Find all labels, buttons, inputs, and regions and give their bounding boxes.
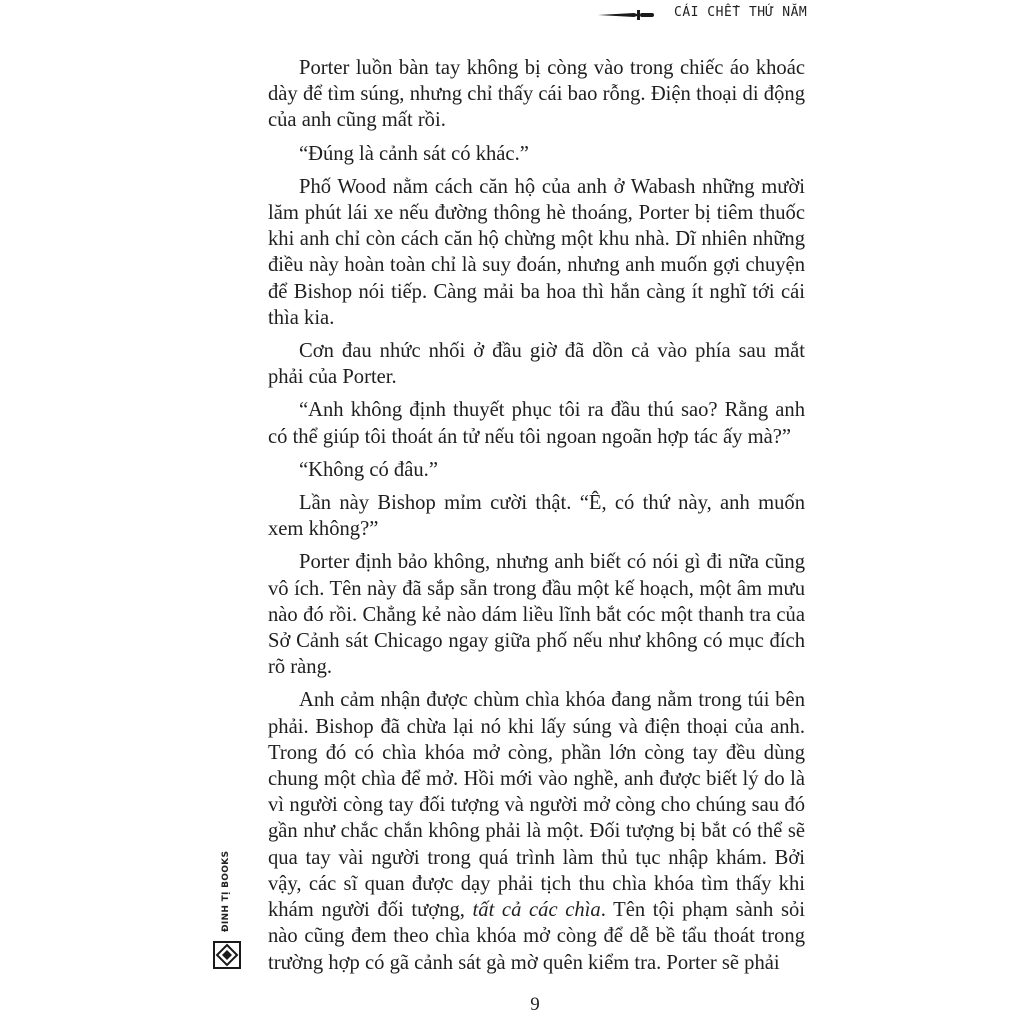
paragraph-text: Anh cảm nhận được chùm chìa khóa đang nằm trong túi bên phải. Bishop đã chừa lại nó khi lấy súng và điện thoại của anh. Trong đó có chìa khóa mở còng, phần lớn còng tay đều dùng chung một chìa để mở. Hồi mới vào nghề, anh được biết lý do là vì người còng tay đối tượng và người mở còng cho chúng sau đó gần như chắc chắn không phải là một. Đối tượng bị bắt có thể sẽ qua tay vài người trong quá trình làm thủ tục nhập khám. Bởi vậy, các sĩ quan được dạy phải tịch thu chìa khóa tìm thấy khi khám người đối tượng, — [268, 689, 805, 922]
paragraph: Lần này Bishop mỉm cười thật. “Ê, có thứ này, anh muốn xem không?” — [268, 492, 805, 541]
paragraph: “Anh không định thuyết phục tôi ra đầu thú sao? Rằng anh có thể giúp tôi thoát án tử nếu tôi ngoan ngoãn hợp tác ấy mà?” — [268, 399, 805, 448]
emphasis-text: tất cả các chìa — [472, 899, 601, 922]
paragraph: Phố Wood nằm cách căn hộ của anh ở Wabash những mười lăm phút lái xe nếu đường thông hè thoáng, Porter bị tiêm thuốc khi anh chỉ còn cách căn hộ chừng một khu nhà. Dĩ nhiên những điều này hoàn toàn chỉ là suy đoán, nhưng anh muốn gợi chuyện để Bishop nói tiếp. Càng mải ba hoa thì hắn càng ít nghĩ tới cái thìa kia. — [268, 175, 805, 329]
paragraph: “Không có đâu.” — [299, 458, 438, 481]
body-text — [268, 55, 805, 983]
page-number: 9 — [530, 994, 540, 1015]
paragraph: Porter định bảo không, nhưng anh biết có nói gì đi nữa cũng vô ích. Tên này đã sắp sẵn trong đầu một kế hoạch, một âm mưu nào đó rồi. Chẳng kẻ nào dám liều lĩnh bắt cóc một thanh tra của Sở Cảnh sát Chicago ngay giữa phố nếu như không có mục đích rõ ràng. — [268, 551, 805, 679]
paragraph: Porter luồn bàn tay không bị còng vào trong chiếc áo khoác dày để tìm súng, nhưng chỉ thấy cái bao rỗng. Điện thoại di động của anh cũng mất rồi. — [268, 57, 805, 132]
paragraph — [268, 687, 805, 975]
publisher-name: ĐINH TỊ BOOKS — [221, 850, 231, 932]
publisher-mark — [211, 850, 243, 976]
dinhti-logo-icon — [213, 941, 241, 969]
running-header — [590, 4, 820, 26]
paragraph: “Đúng là cảnh sát có khác.” — [299, 142, 529, 165]
knife-icon — [596, 8, 658, 22]
chapter-title: CÁI CHẾT THỨ NĂM — [674, 5, 808, 20]
paragraph-text: . Tên tội phạm sành sỏi nào cũng đem theo chìa khóa mở còng để dễ bề tẩu thoát trong trường hợp có gã cảnh sát gà mờ quên kiểm tra. Porter sẽ phải — [268, 899, 805, 974]
paragraph: Cơn đau nhức nhối ở đầu giờ đã dồn cả vào phía sau mắt phải của Porter. — [268, 340, 805, 389]
